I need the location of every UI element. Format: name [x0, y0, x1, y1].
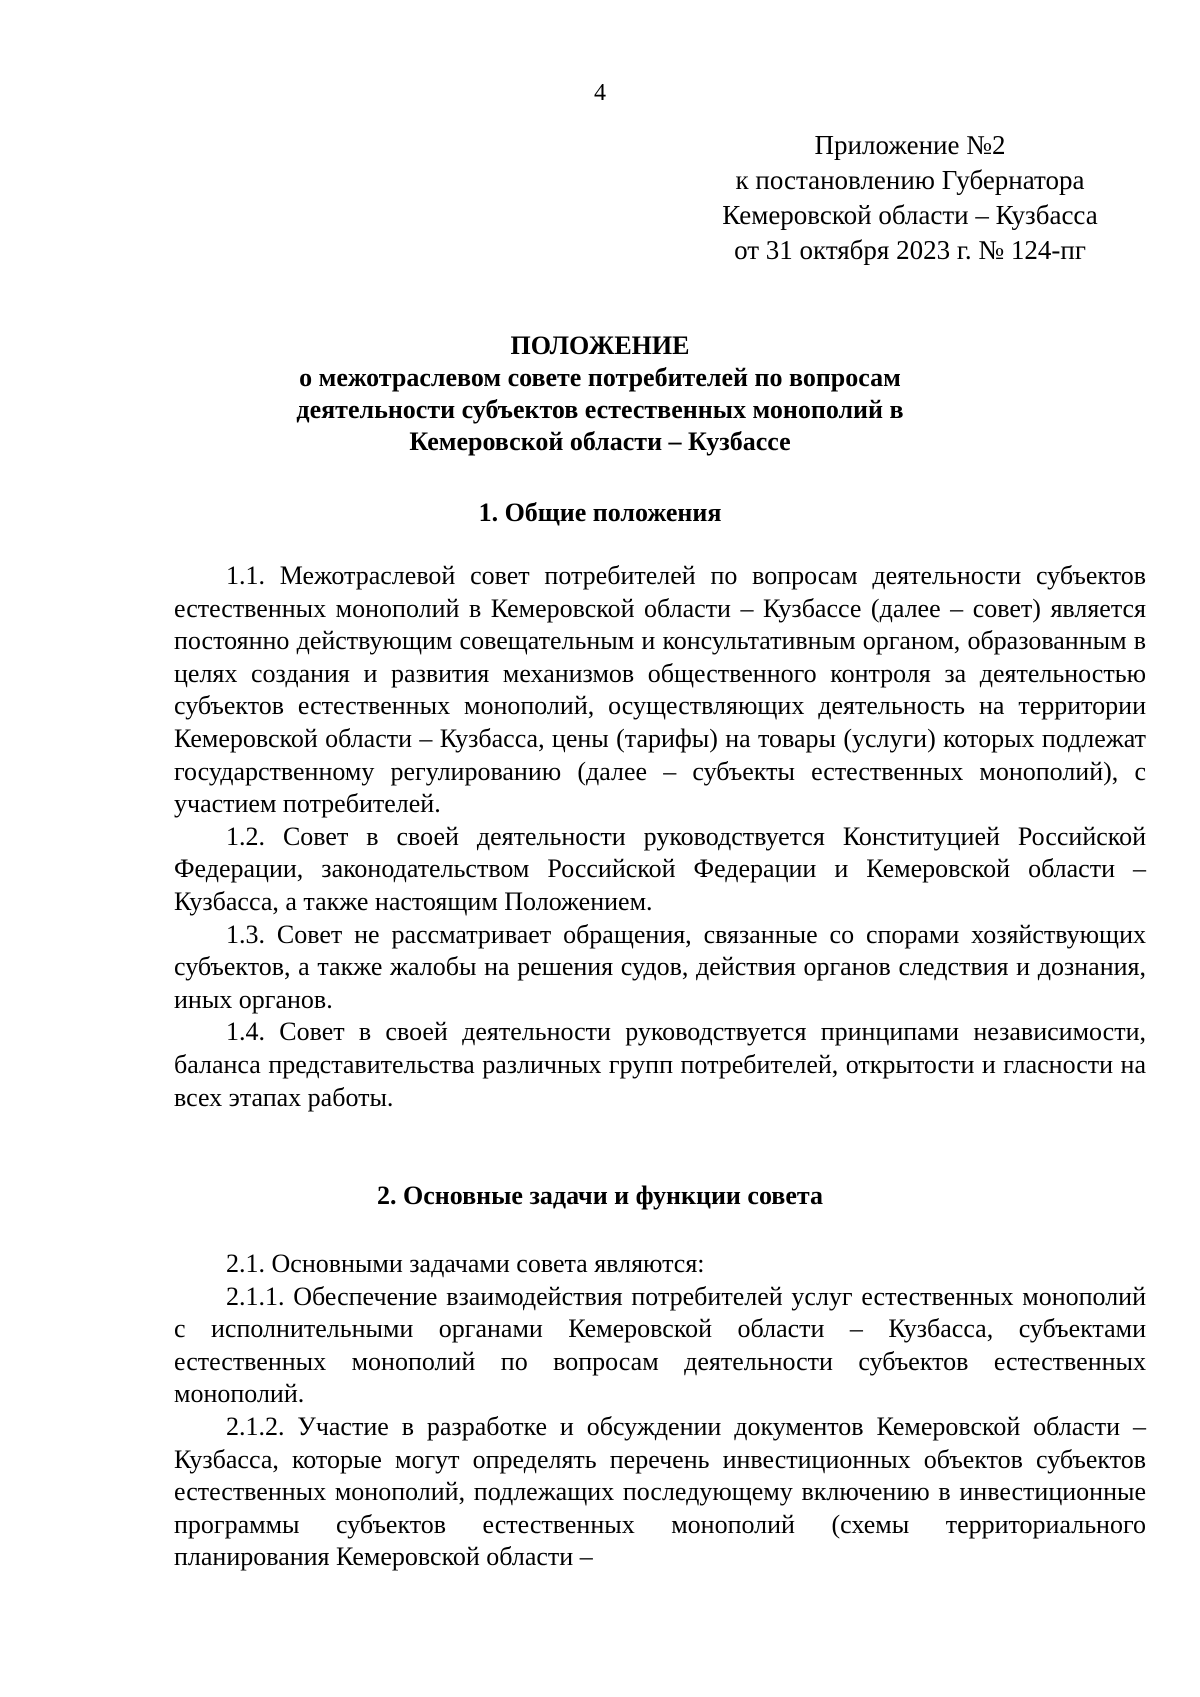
paragraph-2-1-2: 2.1.2. Участие в разработке и обсуждении документов Кемеровской области – Кузбасса, которые могут определять перечень инвестиционных объектов субъектов естественных монополий, подлежащих последующему включению в инвестиционные программы субъектов естественных монополий (схемы территориального планирования Кемеровской области – — [174, 1411, 1146, 1572]
paragraph-1-3: 1.3. Совет не рассматривает обращения, связанные со спорами хозяйствующих субъектов, а также жалобы на решения судов, действия органов следствия и дознания, иных органов. — [174, 919, 1146, 1014]
title-line-1: о межотраслевом совете потребителей по вопросам — [299, 363, 901, 392]
title-line-2: деятельности субъектов естественных монополий в — [296, 395, 904, 424]
paragraph-2-1-1: 2.1.1. Обеспечение взаимодействия потребителей услуг естественных монополий с исполнительными органами Кемеровской области – Кузбасса, субъектами естественных монополий по вопросам деятельности субъектов естественных монополий. — [174, 1281, 1146, 1409]
appendix-line-1: Приложение №2 — [814, 130, 1006, 160]
title-heading: ПОЛОЖЕНИЕ — [510, 331, 690, 360]
paragraph-1-4: 1.4. Совет в своей деятельности руководствуется принципами независимости, баланса представительства различных групп потребителей, открытости и гласности на всех этапах работы. — [174, 1017, 1146, 1112]
title-line-3: Кемеровской области – Кузбассе — [409, 427, 791, 456]
paragraph-2-1: 2.1. Основными задачами совета являются: — [226, 1249, 705, 1278]
paragraph-1-1: 1.1. Межотраслевой совет потребителей по вопросам деятельности субъектов естественных монополий в Кемеровской области – Кузбассе (далее – совет) является постоянно действующим совещательным и консультативным органом, образованным в целях создания и развития механизмов общественного контроля за деятельностью субъектов естественных монополий, осуществляющих деятельность на территории Кемеровской области – Кузбасса, цены (тарифы) на товары (услуги) которых подлежат государственному регулированию (далее – субъекты естественных монополий), с участием потребителей. — [174, 561, 1146, 819]
appendix-line-3: Кемеровской области – Кузбасса — [722, 200, 1098, 230]
paragraph-1-2: 1.2. Совет в своей деятельности руководствуется Конституцией Российской Федерации, законодательством Российской Федерации и Кемеровской области – Кузбасса, а также настоящим Положением. — [174, 821, 1146, 916]
appendix-line-4: от 31 октября 2023 г. № 124-пг — [734, 235, 1086, 265]
document-title — [0, 330, 1200, 458]
page-number: 4 — [594, 80, 606, 106]
appendix-line-2: к постановлению Губернатора — [735, 165, 1085, 195]
section-2-body — [174, 1248, 1146, 1574]
appendix-reference — [700, 128, 1120, 268]
section-1-body — [174, 560, 1146, 1114]
section-1-heading: 1. Общие положения — [478, 498, 722, 527]
section-2-heading: 2. Основные задачи и функции совета — [377, 1181, 823, 1210]
